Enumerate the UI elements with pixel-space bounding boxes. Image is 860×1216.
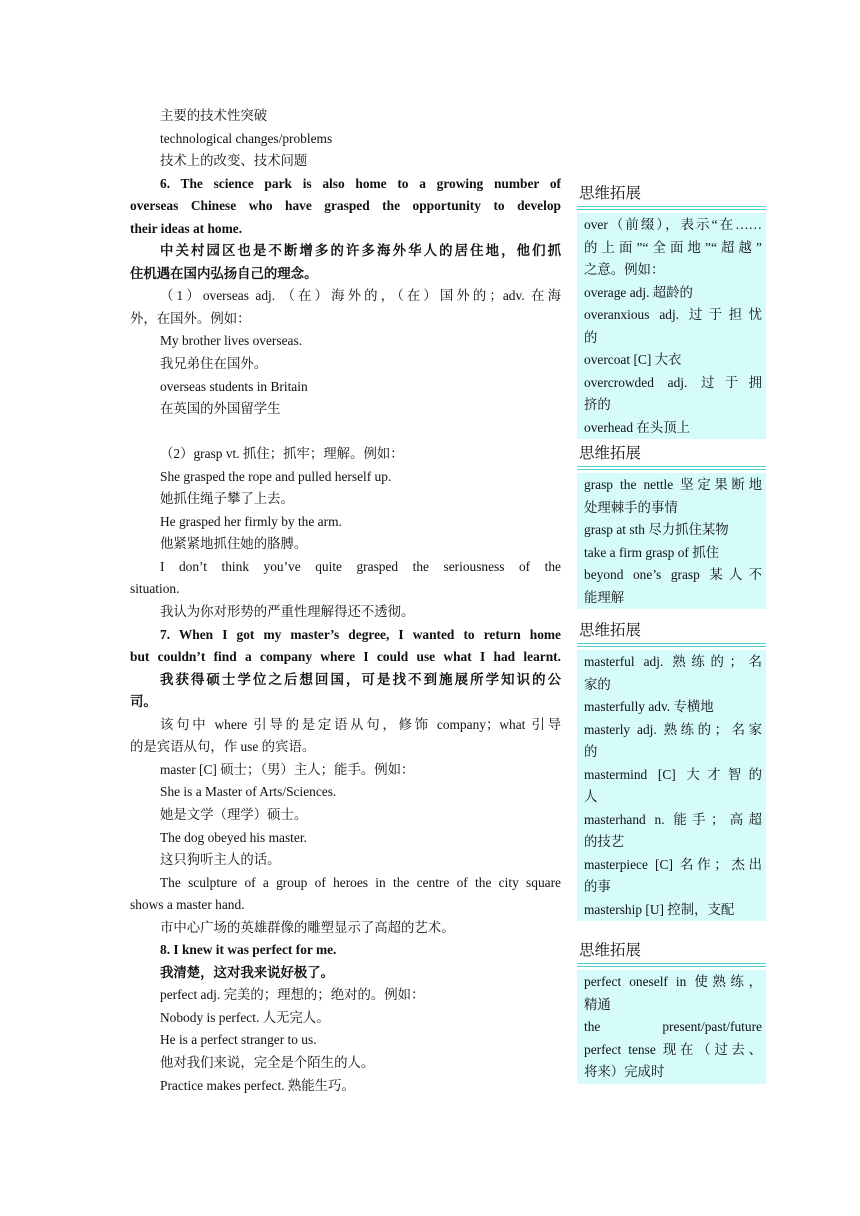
text-line: overseas Chinese who have grasped the opportunity to develop bbox=[130, 198, 561, 214]
text-line: 市中心广场的英雄群像的雕塑显示了高超的艺术。 bbox=[160, 919, 455, 935]
text-line: perfect adj. 完美的；理想的；绝对的。例如： bbox=[160, 987, 425, 1003]
text-line: 住机遇在国内弘扬自己的理念。 bbox=[130, 265, 318, 281]
sidebar-line: 能理解 bbox=[584, 589, 625, 605]
text-line: 8. I knew it was perfect for me. bbox=[160, 942, 337, 958]
text-line: 中关村园区也是不断增多的许多海外华人的居住地，他们抓 bbox=[160, 243, 561, 259]
sidebar-line: over（前缀），表示“在…… bbox=[584, 217, 762, 232]
title-rule bbox=[577, 963, 766, 964]
sidebar-line: 处理棘手的事情 bbox=[584, 499, 678, 515]
text-line: I don’t think you’ve quite grasped the seriousness of the bbox=[160, 558, 561, 574]
text-line: Practice makes perfect. 熟能生巧。 bbox=[160, 1077, 355, 1093]
text-line: （2）grasp vt. 抓住；抓牢；理解。例如： bbox=[160, 446, 404, 462]
sidebar-line: 挤的 bbox=[584, 397, 611, 412]
text-line: technological changes/problems bbox=[160, 130, 333, 146]
text-line: 她是文学（理学）硕士。 bbox=[160, 806, 308, 822]
sidebar-line: masterfully adv. 专横地 bbox=[584, 699, 714, 714]
sidebar-line: mastership [U] 控制，支配 bbox=[584, 901, 735, 917]
sidebar-line: overcrowded adj. 过于拥 bbox=[584, 374, 762, 390]
sidebar-line: masterful adj. 熟练的；名 bbox=[584, 654, 762, 669]
sidebar-line: mastermind [C] 大才智的 bbox=[584, 766, 762, 782]
text-line: but couldn’t find a company where I could use what I had learnt. bbox=[130, 649, 561, 665]
sidebar-title: 思维拓展 bbox=[579, 942, 642, 959]
text-line: The dog obeyed his master. bbox=[160, 829, 307, 845]
sidebar-title: 思维拓展 bbox=[579, 445, 642, 462]
sidebar-line: overage adj. 超龄的 bbox=[584, 284, 693, 300]
sidebar-title: 思维拓展 bbox=[579, 622, 642, 639]
text-line: She grasped the rope and pulled herself up. bbox=[160, 468, 392, 484]
title-rule bbox=[577, 206, 766, 207]
text-line: （1）overseas adj. （在）海外的，（在）国外的；adv. 在海 bbox=[160, 288, 561, 304]
title-rule bbox=[577, 643, 766, 644]
sidebar-line: overhead 在头顶上 bbox=[584, 419, 690, 435]
sidebar-line: masterpiece [C] 名作；杰出 bbox=[584, 856, 762, 872]
text-line: shows a master hand. bbox=[130, 897, 245, 913]
sidebar-line: 的事 bbox=[584, 879, 611, 894]
text-line: master [C] 硕士；（男）主人；能手。例如： bbox=[160, 761, 415, 777]
text-line: She is a Master of Arts/Sciences. bbox=[160, 784, 337, 800]
sidebar-line: 的技艺 bbox=[584, 834, 625, 849]
text-line: He is a perfect stranger to us. bbox=[160, 1032, 317, 1048]
sidebar-line: 精通 bbox=[584, 996, 611, 1012]
title-rule bbox=[577, 469, 766, 470]
sidebar-line: overcoat [C] 大衣 bbox=[584, 352, 682, 367]
sidebar-line: grasp the nettle 坚定果断地 bbox=[584, 477, 762, 492]
text-line: 司。 bbox=[130, 694, 157, 710]
sidebar-box-perfect bbox=[577, 940, 766, 1084]
text-line: their ideas at home. bbox=[130, 220, 243, 236]
text-line: The sculpture of a group of heroes in the centre of the city square bbox=[160, 874, 561, 890]
sidebar-title: 思维拓展 bbox=[579, 185, 642, 202]
sidebar-box-grasp bbox=[577, 443, 766, 609]
sidebar-line: 家的 bbox=[584, 676, 611, 692]
sidebar-line: the present/past/future bbox=[584, 1019, 762, 1034]
text-line: Nobody is perfect. 人无完人。 bbox=[160, 1009, 330, 1025]
text-line: 主要的技术性突破 bbox=[160, 108, 268, 123]
text-line: 我认为你对形势的严重性理解得还不透彻。 bbox=[160, 604, 415, 620]
sidebar-content bbox=[577, 213, 766, 439]
text-line: 该句中 where 引导的是定语从句，修饰 company；what 引导 bbox=[160, 716, 561, 732]
text-line: 外，在国外。例如： bbox=[130, 310, 251, 326]
text-line: 我兄弟住在国外。 bbox=[160, 356, 268, 372]
text-line: overseas students in Britain bbox=[160, 378, 308, 394]
sidebar-box-master bbox=[577, 620, 766, 921]
text-line: 技术上的改变、技术问题 bbox=[160, 153, 308, 169]
blank-line bbox=[130, 421, 561, 444]
sidebar-line: perfect oneself in 使熟练， bbox=[584, 974, 762, 989]
sidebar-line: 的上面”“全面地”“超越” bbox=[584, 239, 762, 255]
title-rule bbox=[577, 646, 766, 647]
text-line: 这只狗听主人的话。 bbox=[160, 852, 281, 868]
text-line: 他紧紧地抓住她的胳膊。 bbox=[160, 536, 308, 552]
sidebar-line: 将来）完成时 bbox=[584, 1064, 665, 1079]
sidebar-box-over bbox=[577, 183, 766, 439]
text-line: 在英国的外国留学生 bbox=[160, 401, 281, 417]
sidebar-line: masterhand n. 能手；高超 bbox=[584, 811, 762, 827]
sidebar-content bbox=[577, 650, 766, 921]
title-rule bbox=[577, 209, 766, 210]
sidebar-line: 的 bbox=[584, 329, 598, 345]
sidebar-line: 的 bbox=[584, 744, 598, 759]
text-line: 6. The science park is also home to a growing number of bbox=[160, 175, 561, 191]
sidebar-line: masterly adj. 熟练的；名家 bbox=[584, 721, 762, 737]
text-line: 他对我们来说，完全是个陌生的人。 bbox=[160, 1054, 375, 1070]
text-line: He grasped her firmly by the arm. bbox=[160, 513, 342, 529]
sidebar-line: take a firm grasp of 抓住 bbox=[584, 544, 719, 560]
main-text bbox=[130, 105, 561, 1097]
sidebar-line: overanxious adj. 过于担忧 bbox=[584, 307, 762, 322]
title-rule bbox=[577, 466, 766, 467]
text-line: 她抓住绳子攀了上去。 bbox=[160, 491, 294, 507]
sidebar-line: grasp at sth 尽力抓住某物 bbox=[584, 522, 729, 537]
sidebar-line: 人 bbox=[584, 789, 598, 804]
text-line: My brother lives overseas. bbox=[160, 333, 303, 349]
sidebar-line: perfect tense 现在（过去、 bbox=[584, 1041, 762, 1057]
sidebar-line: 之意。例如： bbox=[584, 262, 665, 277]
text-line: 我清楚，这对我来说好极了。 bbox=[160, 964, 335, 980]
sidebar-line: beyond one’s grasp 某人不 bbox=[584, 567, 762, 582]
title-rule bbox=[577, 966, 766, 967]
text-line: situation. bbox=[130, 581, 180, 597]
sidebar-content bbox=[577, 473, 766, 609]
sidebar-content bbox=[577, 970, 766, 1084]
text-line: 的是宾语从句，作 use 的宾语。 bbox=[130, 739, 316, 755]
text-line: 7. When I got my master’s degree, I wanted to return home bbox=[160, 626, 561, 642]
text-line: 我获得硕士学位之后想回国，可是找不到施展所学知识的公 bbox=[160, 671, 561, 687]
